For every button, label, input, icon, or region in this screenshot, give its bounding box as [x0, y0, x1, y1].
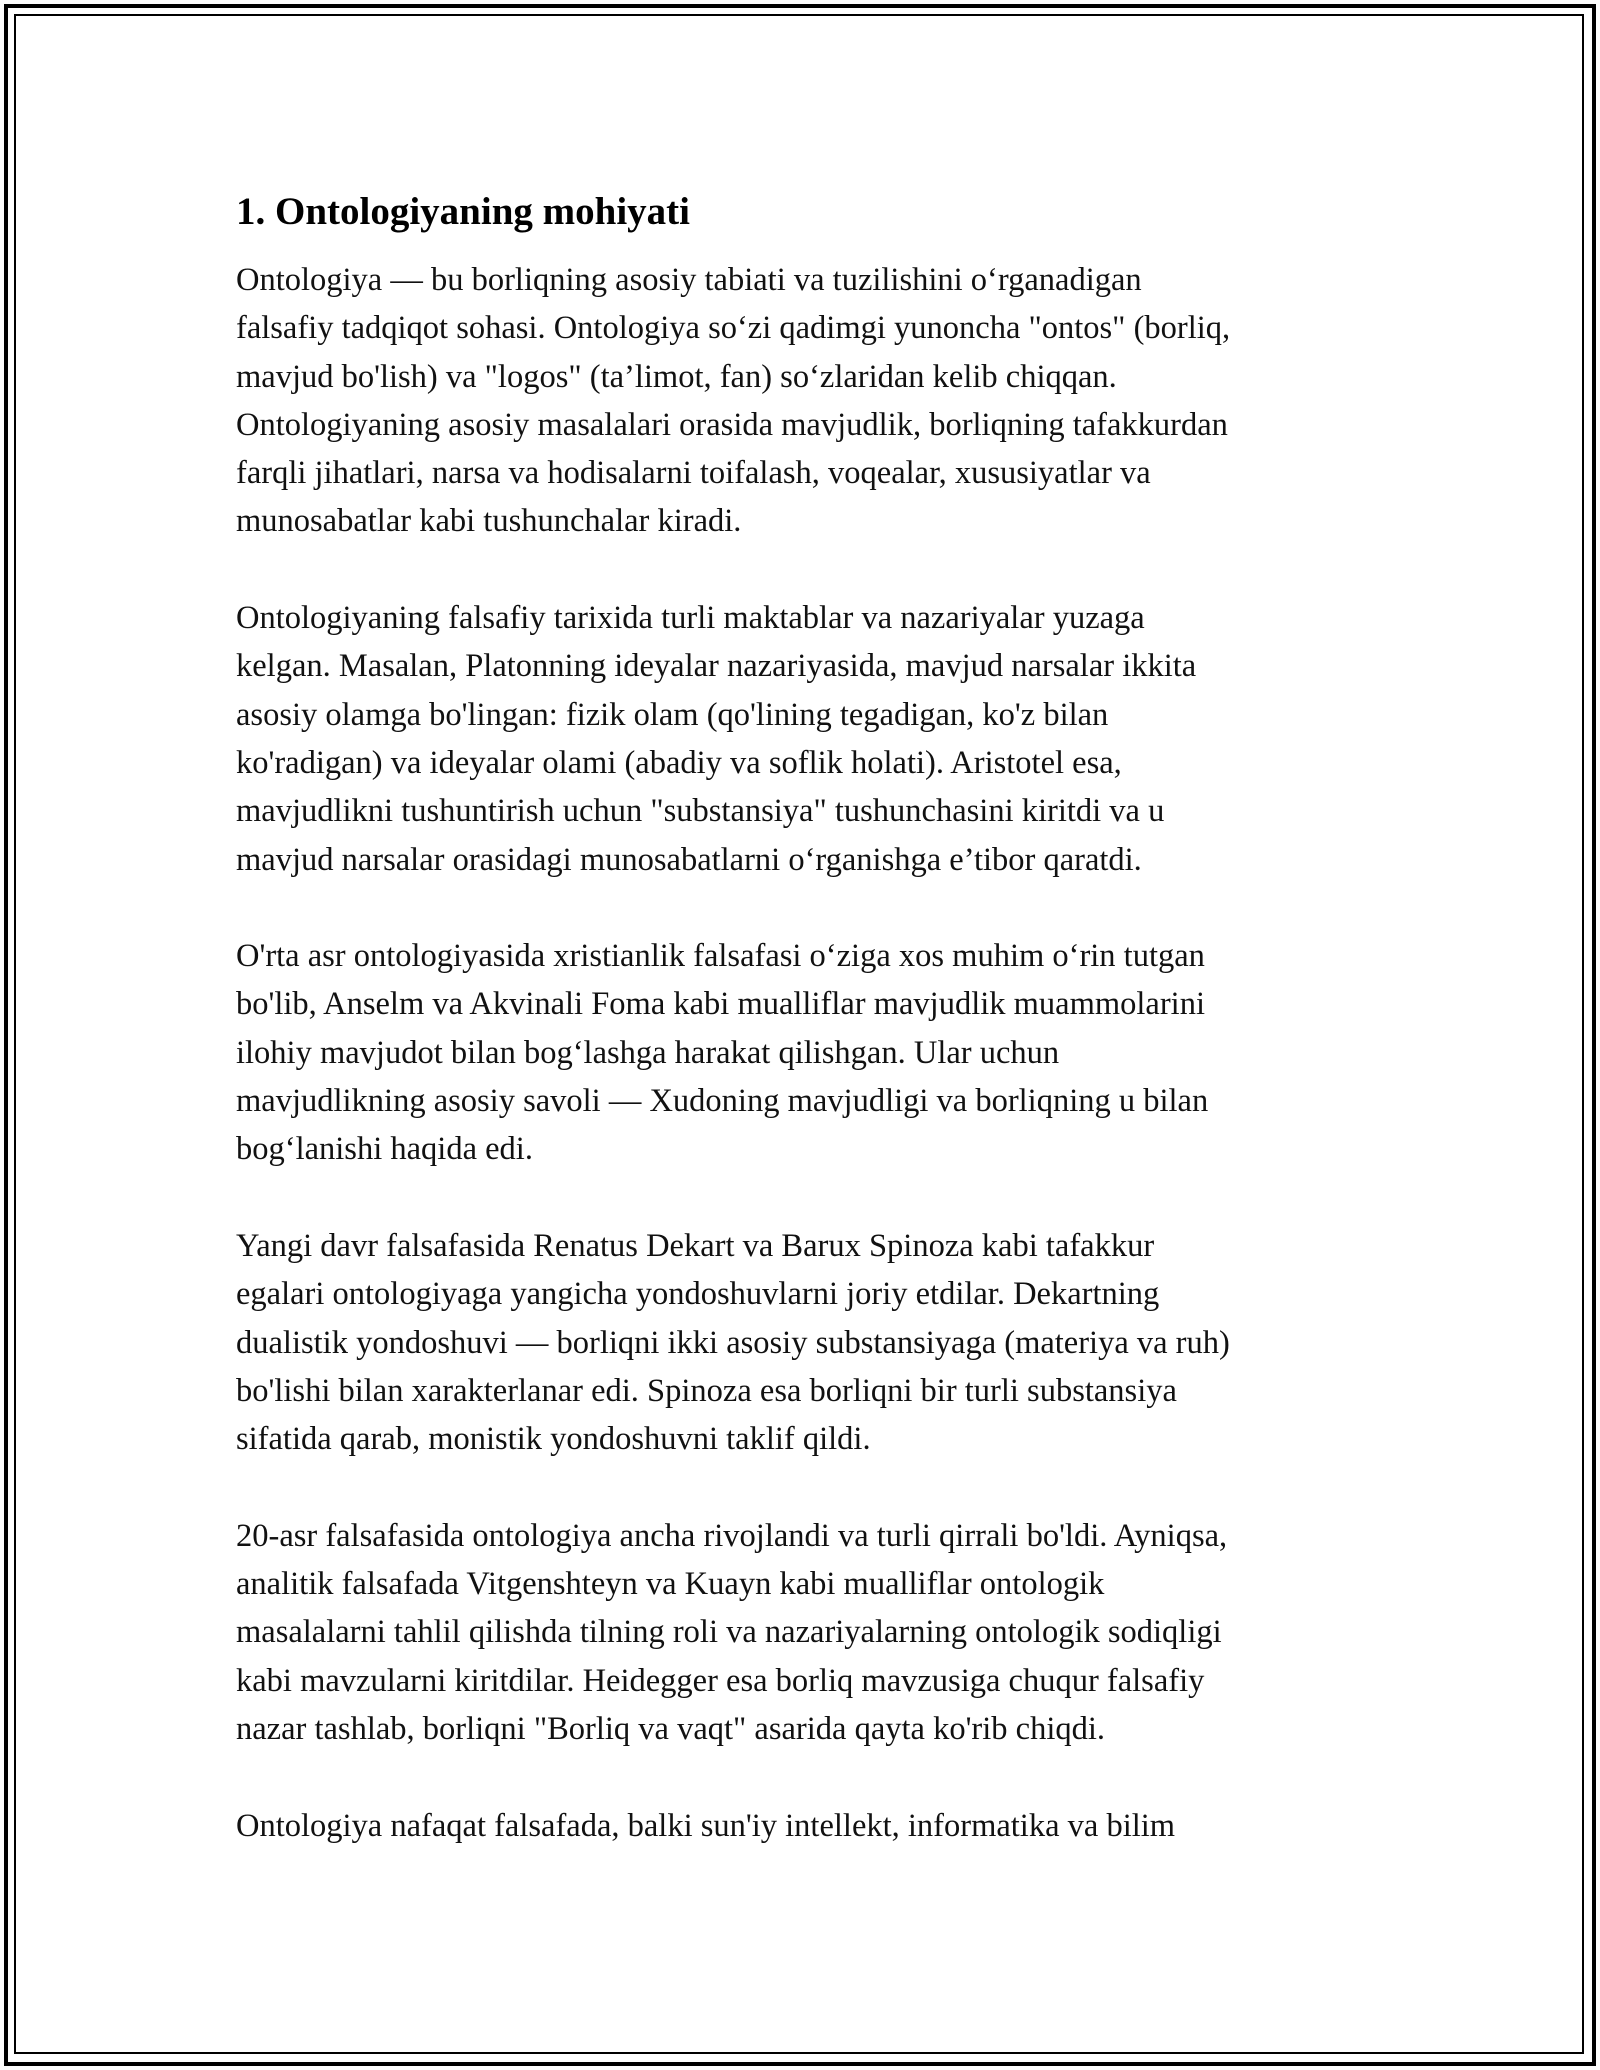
paragraph-line: egalari ontologiyaga yangicha yondoshuvlarni joriy etdilar. Dekartning	[236, 1276, 1160, 1313]
paragraph	[236, 594, 1376, 884]
paragraph-line: Ontologiya — bu borliqning asosiy tabiati va tuzilishini o‘rganadigan	[236, 262, 1142, 298]
paragraph-line: nazar tashlab, borliqni "Borliq va vaqt" asarida qayta ko'rib chiqdi.	[236, 1710, 1106, 1747]
paragraph	[236, 1512, 1376, 1753]
paragraph	[236, 1222, 1376, 1463]
paragraph-line: Ontologiyaning falsafiy tarixida turli maktablar va nazariyalar yuzaga	[236, 600, 1145, 637]
paragraph-line: 20-asr falsafasida ontologiya ancha rivojlandi va turli qirrali bo'ldi. Ayniqsa,	[236, 1517, 1228, 1554]
paragraph-line: mavjud narsalar orasidagi munosabatlarni o‘rganishga e’tibor qaratdi.	[236, 841, 1142, 878]
paragraph	[236, 256, 1376, 546]
paragraph-line: analitik falsafada Vitgenshteyn va Kuayn kabi mualliflar ontologik	[236, 1566, 1105, 1603]
paragraph-line: bog‘lanishi haqida edi.	[236, 1131, 533, 1168]
paragraph-line: O'rta asr ontologiyasida xristianlik falsafasi o‘ziga xos muhim o‘rin tutgan	[236, 938, 1205, 975]
paragraph-line: mavjudlikning asosiy savoli — Xudoning mavjudligi va borliqning u bilan	[236, 1083, 1209, 1120]
paragraph-line: mavjud bo'lish) va "logos" (ta’limot, fan) so‘zlaridan kelib chiqqan.	[236, 358, 1117, 395]
paragraph-line: Ontologiya nafaqat falsafada, balki sun'iy intellekt, informatika va bilim	[236, 1807, 1176, 1844]
paragraph	[236, 1802, 1376, 1850]
document-content	[236, 186, 1376, 1850]
paragraph-line: ilohiy mavjudot bilan bog‘lashga harakat qilishgan. Ular uchun	[236, 1034, 1060, 1071]
paragraph-line: sifatida qarab, monistik yondoshuvni taklif qildi.	[236, 1421, 871, 1458]
paragraph-line: bo'lishi bilan xarakterlanar edi. Spinoza esa borliqni bir turli substansiya	[236, 1372, 1177, 1409]
section-heading: 1. Ontologiyaning mohiyati	[236, 190, 690, 233]
paragraph-line: munosabatlar kabi tushunchalar kiradi.	[236, 503, 742, 540]
paragraph-line: masalalarni tahlil qilishda tilning roli va nazariyalarning ontologik sodiqligi	[236, 1614, 1222, 1651]
paragraph-line: dualistik yondoshuvi — borliqni ikki asosiy substansiyaga (materiya va ruh)	[236, 1324, 1230, 1361]
paragraph-line: kelgan. Masalan, Platonning ideyalar nazariyasida, mavjud narsalar ikkita	[236, 648, 1197, 685]
paragraph-list	[236, 256, 1376, 1850]
paragraph-line: ko'radigan) va ideyalar olami (abadiy va soflik holati). Aristotel esa,	[236, 744, 1122, 781]
paragraph-line: Yangi davr falsafasida Renatus Dekart va Barux Spinoza kabi tafakkur	[236, 1227, 1155, 1264]
paragraph-line: kabi mavzularni kiritdilar. Heidegger esa borliq mavzusiga chuqur falsafiy	[236, 1662, 1205, 1699]
paragraph-line: falsafiy tadqiqot sohasi. Ontologiya so‘zi qadimgi yunoncha "ontos" (borliq,	[236, 310, 1231, 347]
paragraph-line: asosiy olamga bo'lingan: fizik olam (qo'lining tegadigan, ko'z bilan	[236, 696, 1109, 733]
paragraph	[236, 932, 1376, 1173]
paragraph-line: Ontologiyaning asosiy masalalari orasida mavjudlik, borliqning tafakkurdan	[236, 406, 1228, 443]
paragraph-line: farqli jihatlari, narsa va hodisalarni toifalash, voqealar, xususiyatlar va	[236, 455, 1151, 492]
paragraph-line: mavjudlikni tushuntirish uchun "substansiya" tushunchasini kiritdi va u	[236, 793, 1165, 830]
paragraph-line: bo'lib, Anselm va Akvinali Foma kabi mualliflar mavjudlik muammolarini	[236, 986, 1205, 1023]
